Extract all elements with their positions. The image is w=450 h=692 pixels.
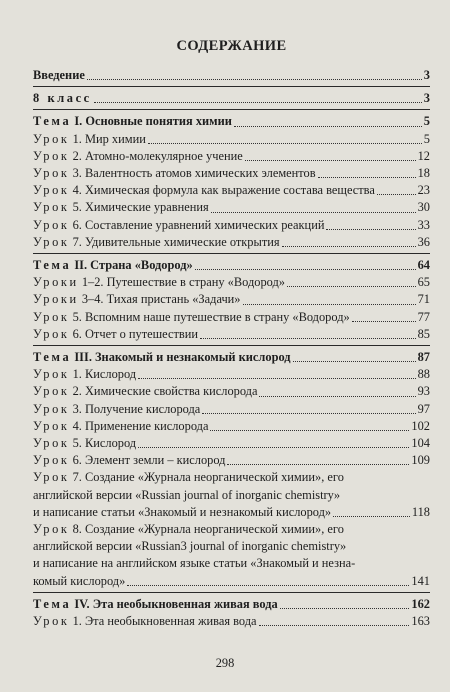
dot-leader [94,102,422,103]
table-of-contents [33,67,430,630]
toc-entry-page: 109 [411,453,430,468]
toc-entry-line: английской версии «Russian journal of inorganic chemistry» [33,487,341,502]
toc-entry-label: Тема IV. Эта необыкновенная живая вода [33,596,278,611]
toc-entry[interactable] [33,366,430,383]
section-divider [33,253,430,254]
page-title: СОДЕРЖАНИЕ [176,38,287,54]
dot-leader [234,126,422,127]
dot-leader [211,212,416,213]
toc-entry[interactable] [33,383,430,400]
toc-entry[interactable] [33,131,430,148]
toc-entry-page: 33 [417,217,430,232]
toc-entry-page: 36 [417,234,430,249]
toc-entry-label: Урок 7. Удивительные химические открытия [33,234,280,249]
dot-leader [195,269,416,270]
toc-entry-label: Урок 3. Получение кислорода [33,401,201,416]
toc-entry-label: Урок 6. Составление уравнений химических реакций [33,217,325,232]
dot-leader [127,585,409,586]
dot-leader [318,177,416,178]
section-divider [33,109,430,110]
toc-entry-label: Урок 2. Атомно-молекулярное учение [33,148,243,163]
toc-entry-label: комый кислород» [33,573,126,588]
dot-leader [280,608,410,609]
toc-entry-page: 65 [417,275,430,290]
toc-entry-page: 3 [423,68,430,82]
toc-entry-label: Урок 6. Отчет о путешествии [33,326,199,341]
toc-section-heading[interactable] [33,349,430,366]
toc-entry[interactable] [33,199,430,216]
toc-section-heading[interactable] [33,257,430,274]
toc-entry[interactable] [33,234,430,251]
page-number: 298 [215,656,235,670]
dot-leader [259,625,410,626]
toc-entry-label: Уроки 3–4. Тихая пристань «Задачи» [33,292,241,307]
toc-entry-page: 18 [417,166,430,181]
toc-entry-last-line[interactable] [33,573,430,590]
dot-leader [210,430,409,431]
toc-entry[interactable] [33,435,430,452]
toc-entry-label: Урок 3. Валентность атомов химических элементов [33,166,316,181]
toc-section-heading[interactable] [33,90,430,107]
dot-leader [245,160,416,161]
toc-entry[interactable] [33,165,430,182]
toc-entry-label: Тема II. Страна «Водород» [33,258,193,273]
toc-entry[interactable] [33,613,430,630]
toc-entry[interactable] [33,418,430,435]
toc-entry-page: 104 [411,436,430,451]
dot-leader [200,338,416,339]
toc-entry-label: Урок 1. Кислород [33,367,137,382]
toc-entry-label: Тема I. Основные понятия химии [33,114,232,129]
toc-entry-label: Урок 6. Элемент земли – кислород [33,453,226,468]
dot-leader [202,413,415,414]
toc-entry-label: Урок 2. Химические свойства кислорода [33,384,258,399]
toc-entry-label: Урок 5. Вспомним наше путешествие в страну «Водород» [33,309,350,324]
toc-entry-line: Урок 7. Создание «Журнала неорганической химии», его [33,470,344,485]
toc-entry-label: Тема III. Знакомый и незнакомый кислород [33,350,291,365]
toc-entry-line: Урок 8. Создание «Журнала неорганической химии», его [33,522,344,537]
toc-entry-page: 71 [417,292,430,307]
section-divider [33,345,430,346]
toc-section-heading[interactable] [33,596,430,613]
toc-entry[interactable] [33,452,430,469]
dot-leader [138,447,409,448]
toc-entry-page: 85 [417,326,430,341]
dot-leader [352,321,416,322]
dot-leader [282,246,416,247]
section-divider [33,86,430,87]
toc-entry-label: Урок 5. Кислород [33,436,137,451]
dot-leader [138,378,416,379]
dot-leader [227,464,409,465]
toc-entry-line: английской версии «Russian3 journal of inorganic chemistry» [33,539,347,554]
dot-leader [243,304,416,305]
toc-section-heading[interactable] [33,67,430,84]
toc-entry[interactable] [33,309,430,326]
dot-leader [293,361,416,362]
toc-entry-page: 12 [417,148,430,163]
dot-leader [259,396,415,397]
toc-entry-label: Урок 1. Мир химии [33,131,146,146]
toc-entry-page: 102 [411,418,430,433]
toc-entry-label: 8 класс [33,91,92,106]
toc-entry-label: Урок 1. Эта необыкновенная живая вода [33,614,257,629]
toc-entry-page: 5 [423,131,430,146]
toc-entry-multiline[interactable] [33,469,430,521]
toc-entry-label: Уроки 1–2. Путешествие в страну «Водород» [33,275,285,290]
toc-entry-page: 118 [411,504,430,519]
dot-leader [326,229,415,230]
toc-entry[interactable] [33,401,430,418]
toc-entry-label: и написание статьи «Знакомый и незнакомый кислород» [33,504,332,519]
toc-entry-page: 87 [417,350,430,365]
dot-leader [87,79,422,80]
toc-entry[interactable] [33,291,430,308]
toc-entry-page: 97 [417,401,430,416]
toc-entry-page: 93 [417,384,430,399]
toc-entry[interactable] [33,274,430,291]
toc-entry-label: Урок 4. Применение кислорода [33,418,209,433]
toc-entry[interactable] [33,182,430,199]
toc-entry-page: 77 [417,309,430,324]
toc-section-heading[interactable] [33,113,430,130]
toc-entry-last-line[interactable] [33,504,430,521]
toc-entry-label: Урок 4. Химическая формула как выражение состава вещества [33,183,375,198]
toc-entry[interactable] [33,148,430,165]
dot-leader [377,194,416,195]
toc-entry-line: и написание на английском языке статьи «Знакомый и незна- [33,556,356,571]
dot-leader [287,286,416,287]
toc-entry-label: Урок 5. Химические уравнения [33,200,209,215]
toc-entry-page: 23 [417,183,430,198]
toc-entry-page: 163 [411,614,430,629]
toc-entry-page: 30 [417,200,430,215]
toc-entry[interactable] [33,326,430,343]
toc-entry-page: 141 [411,573,430,588]
toc-entry-page: 162 [411,596,430,611]
toc-entry-page: 3 [423,91,430,106]
section-divider [33,592,430,593]
toc-entry[interactable] [33,217,430,234]
toc-entry-page: 5 [423,114,430,129]
toc-entry-multiline[interactable] [33,521,430,590]
toc-entry-page: 88 [417,367,430,382]
dot-leader [333,516,410,517]
dot-leader [148,143,422,144]
toc-entry-page: 64 [417,258,430,273]
toc-entry-label: Введение [33,68,85,82]
